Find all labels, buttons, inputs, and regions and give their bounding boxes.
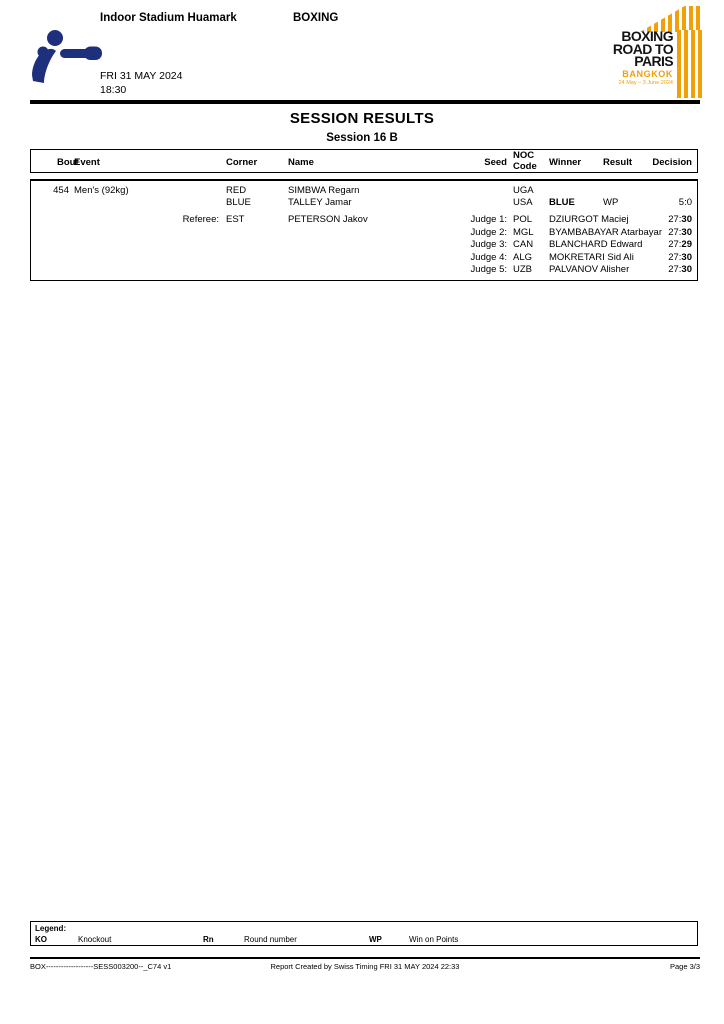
col-header-name: Name	[288, 156, 314, 168]
judge-label: Judge 2:	[470, 226, 507, 238]
legend-abbr: KO	[35, 934, 47, 944]
sport-title: BOXING	[293, 12, 339, 24]
col-header-decision: Decision	[652, 156, 692, 168]
judge-name: BLANCHARD Edward	[549, 239, 643, 250]
judge-score: 27:30	[668, 214, 692, 225]
legend-meaning: Win on Points	[409, 934, 459, 944]
col-header-noc-line1: NOC	[513, 150, 535, 161]
header-divider-rule	[30, 100, 700, 104]
footer-report-code: BOX-------------------SESS003200--_C74 v1	[30, 962, 172, 971]
blue-athlete-noc: USA	[513, 197, 533, 208]
judge-label: Judge 4:	[470, 251, 507, 263]
decision-value: 5:0	[678, 197, 692, 208]
logo-line-roadto: ROAD TO	[612, 40, 673, 57]
bout-event: Men's (92kg)	[74, 185, 129, 196]
bout-number: 454	[53, 185, 69, 196]
judge-name: BYAMBABAYAR Atarbayar	[549, 226, 662, 238]
col-header-bout: Bout	[57, 156, 79, 168]
judge-score: 27:30	[668, 226, 692, 238]
winner-value: BLUE	[549, 197, 575, 208]
judge-score: 27:29	[668, 239, 692, 250]
judge-label: Judge 3:	[470, 239, 507, 250]
judge-label: Judge 1:	[470, 214, 507, 225]
col-header-event: Event	[74, 156, 100, 168]
judge-noc: UZB	[513, 264, 532, 275]
red-athlete-noc: UGA	[513, 185, 534, 196]
boxing-pictogram-icon	[22, 26, 110, 92]
legend-meaning: Round number	[244, 934, 297, 944]
blue-corner-label: BLUE	[226, 197, 251, 208]
results-table-header	[30, 149, 698, 173]
footer-report-info: Report Created by Swiss Timing FRI 31 MAY 2024 22:33	[270, 962, 460, 971]
blue-athlete-name: TALLEY Jamar	[288, 197, 352, 208]
judge-noc: CAN	[513, 239, 534, 250]
logo-dates: 24 May – 3 June 2024	[618, 79, 673, 86]
logo-line-boxing: BOXING	[621, 28, 673, 44]
referee-noc: EST	[226, 214, 245, 225]
red-athlete-name: SIMBWA Regarn	[288, 185, 360, 196]
col-header-result: Result	[603, 156, 633, 168]
legend-meaning: Knockout	[78, 934, 112, 944]
judge-score: 27:30	[668, 264, 692, 275]
logo-text	[613, 30, 673, 86]
legend-box	[30, 921, 698, 946]
session-time: 18:30	[100, 84, 127, 96]
legend-abbr: Rn	[203, 934, 214, 944]
session-date: FRI 31 MAY 2024	[100, 70, 183, 82]
judge-name: DZIURGOT Maciej	[549, 214, 629, 225]
logo-stripe-column	[677, 30, 702, 98]
event-logo	[606, 6, 704, 100]
legend-abbr: WP	[369, 934, 382, 944]
page-title: SESSION RESULTS	[289, 110, 435, 127]
judge-label: Judge 5:	[470, 264, 507, 275]
red-corner-label: RED	[226, 185, 247, 196]
referee-label: Referee:	[182, 214, 219, 225]
col-header-seed: Seed	[484, 156, 507, 168]
legend-title: Legend:	[35, 924, 67, 933]
referee-name: PETERSON Jakov	[288, 214, 368, 225]
logo-line-paris: PARIS	[634, 53, 673, 70]
result-value: WP	[603, 197, 619, 208]
judge-noc: ALG	[513, 251, 533, 263]
col-header-noc-line2: Code	[513, 160, 537, 172]
judge-noc: POL	[513, 214, 533, 225]
bout-result-row	[30, 179, 698, 281]
judge-score: 27:30	[668, 251, 692, 263]
col-header-winner: Winner	[549, 156, 582, 168]
judge-name: PALVANOV Alisher	[549, 264, 630, 275]
col-header-noc	[513, 151, 537, 172]
judge-noc: MGL	[513, 226, 534, 238]
judge-name: MOKRETARI Sid Ali	[549, 251, 634, 263]
footer-page-number: Page 3/3	[669, 962, 700, 971]
logo-city: BANGKOK	[622, 68, 673, 79]
page-subtitle: Session 16 B	[326, 132, 398, 144]
venue-title: Indoor Stadium Huamark	[100, 12, 237, 24]
footer-divider-rule	[30, 957, 700, 959]
col-header-corner: Corner	[226, 156, 258, 168]
